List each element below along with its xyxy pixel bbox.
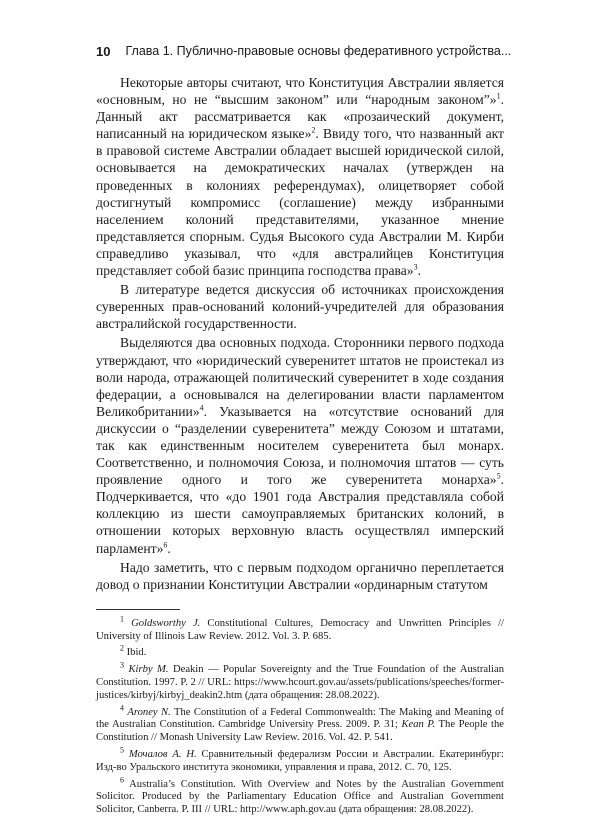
footnote-1 [96,614,504,644]
footnote-divider [96,609,180,610]
p1-text-a: Некоторые авторы считают, что Конституция Австралии является «основным, но не “высшим законом” или “народным законом”» [96,75,504,108]
p3-text-d: . [167,540,171,556]
chapter-title: Глава 1. Публично-правовые основы федеративного устройства... [125,44,512,58]
main-text [96,74,504,593]
footnote-4-text-b: The People the Constitution // Monash University Law Review. 2016. Vol. 42. P. 541. [96,719,504,744]
paragraph-4: Надо заметить, что с первым подходом органично переплетается довод о признании Конституции Австралии «ординарным статутом [96,559,504,592]
footnote-5 [96,745,504,775]
footnote-6-text: Australia’s Constitution. With Overview and Notes by the Australian Government Solicitor. Produced by the Parliamentary Education Office and Australian Government Solicitor, Canberra. P. III // URL: http://www.aph.gov.au (дата обращения: 28.08.2022). [96,778,504,816]
footnote-4 [96,703,504,745]
page-number: 10 [96,43,111,59]
footnote-6 [96,775,504,817]
p3-text-b: . Указывается на «отсутствие оснований для дискуссии о “разделении суверенитета” между Союзом и штатами, так как единственным носителем суверенитета был монарх. Соответственно, и полномочия Союза, и полномочия штатов — суть проявление одного и того же суверенитета монарха» [96,403,504,488]
footnote-5-text: Сравнительный федерализм России и Австралии. Екатеринбург: Изд-во Уральского института экономики, управления и права, 2012. С. 70, 125. [96,748,504,773]
footnote-1-author: Goldsworthy J. [131,617,201,629]
footnote-2 [96,643,504,660]
footnote-3-number: 3 [120,660,124,670]
footnote-4-author: Aroney N. [127,706,171,718]
footnote-2-text: Ibid. [124,647,147,659]
paragraph-1 [96,74,504,279]
footnote-ref-1: 1 [496,91,501,101]
paragraph-2: В литературе ведется дискуссия об источниках происхождения суверенных прав-оснований колоний-учредителей для образования австралийской государственности. [96,282,504,332]
p1-text-c: . Ввиду того, что названный акт в правовой системе Австралии обладает высшей юридической силой, основывается на демократических началах (утвержден на проведенных в колониях референдумах), олицетворяет собой достигнутый компромисс (соглашение) между избранными населением колоний представителями, указанное мнение представляется спорным. Судья Высокого суда Австралии М. Кирби справедливо указывал, что «для австралийцев Конституция представляет собой базис принципа господства права» [96,126,504,279]
footnote-ref-4: 4 [199,403,204,413]
footnote-4-text-a: The Constitution of a Federal Commonwealth: The Making and Meaning of the Australian Constitution. Cambridge University Press. 2009. P. 31; [96,706,504,731]
footnote-ref-2: 2 [311,125,316,135]
footnote-2-number: 2 [120,643,124,653]
footnote-ref-3: 3 [413,262,418,272]
footnote-6-number: 6 [120,775,124,785]
p3-text-a: Выделяются два основных подхода. Сторонники первого подхода утверждают, что «юридический суверенитет штатов не проистекал из воли народа, отражающей политический суверенитет в ходе создания федерации, а основывался на делегировании власти парламентом Великобритании» [96,335,504,419]
footnote-1-text: Constitutional Cultures, Democracy and Unwritten Principles // University of Illinois Law Review. 2012. Vol. 3. P. 685. [96,617,504,642]
footnote-3-author: Kirby M. [128,664,169,676]
running-header [96,42,512,60]
footnote-ref-6: 6 [163,540,168,549]
p1-text-d: . [417,263,422,279]
footnote-3 [96,660,504,702]
footnote-ref-5: 5 [496,471,501,481]
footnote-4-author-2: Kean P. [401,719,436,731]
footnote-3-text: Deakin — Popular Sovereignty and the True Foundation of the Australian Constitution. 1997. P. 2 // URL: https://www.hcourt.gov.au/assets/publications/speeches/former-justices/kirbyj/kirbyj_deakin2.htm (дата обращения: 28.08.2022). [96,664,504,701]
p3-text-c: . Подчеркивается, что «до 1901 года Австралия представляла собой коллекцию из шести самоуправляемых британских колоний, в отношении которых верховную власть осуществлял имперский парламент» [96,472,504,556]
paragraph-3 [96,334,504,556]
footnote-5-number: 5 [120,745,124,755]
footnotes [96,614,504,817]
footnote-4-number: 4 [120,703,124,713]
footnote-5-author: Мочалов А. Н. [128,748,197,760]
p1-text-b: . Данный акт рассматривается как «прозаический документ, написанный на юридическом языке» [96,92,504,142]
footnote-1-number: 1 [120,614,124,624]
